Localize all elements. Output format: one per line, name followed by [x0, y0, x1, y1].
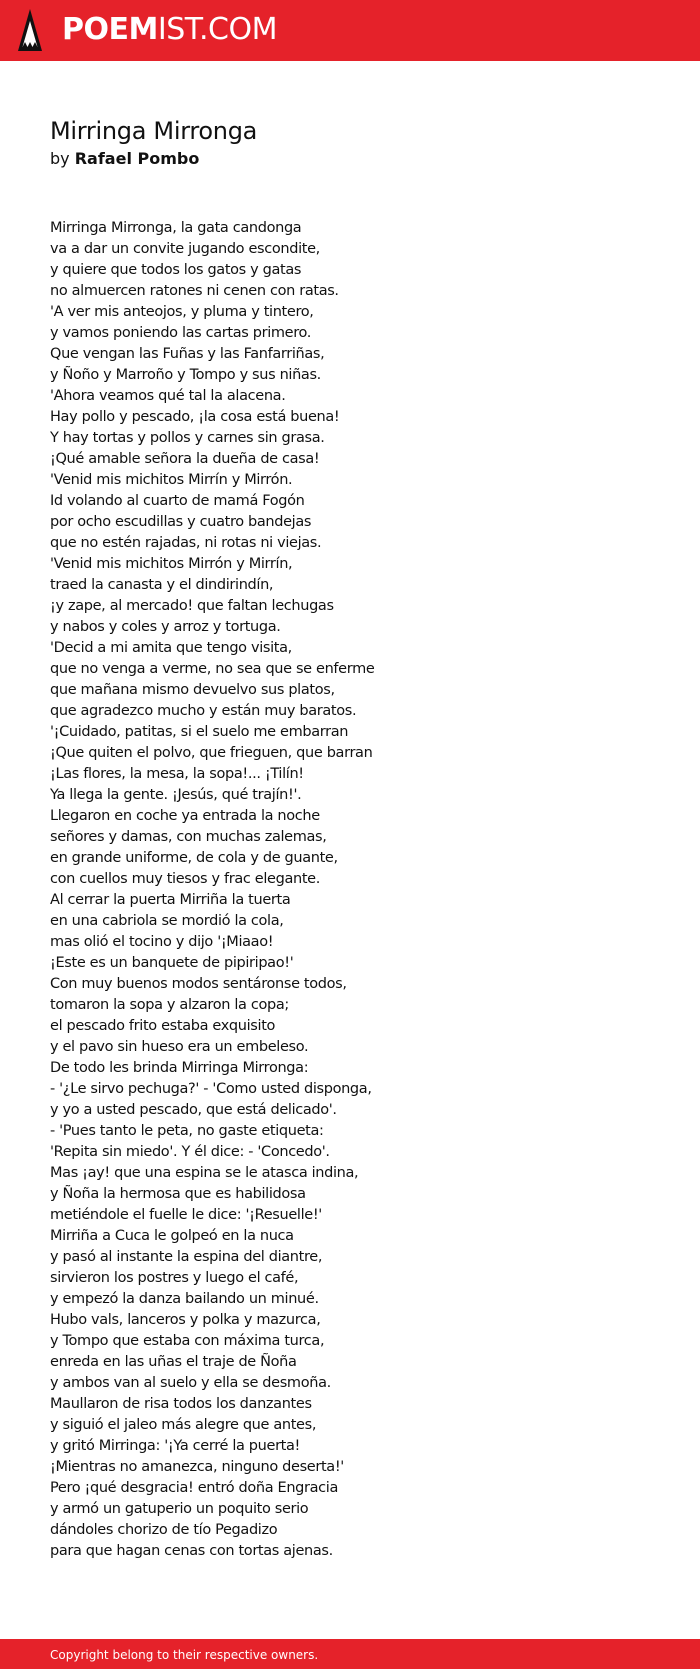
poem-line: enreda en las uñas el traje de Ñoña	[50, 1354, 297, 1370]
author-name[interactable]: Rafael Pombo	[74, 149, 200, 168]
poem-line: 'Decid a mi amita que tengo visita,	[50, 640, 292, 656]
poem-line: Maullaron de risa todos los danzantes	[50, 1396, 312, 1412]
site-logo[interactable]	[62, 12, 277, 48]
poem-body	[50, 218, 670, 1562]
poem-line: y el pavo sin hueso era un embeleso.	[50, 1039, 309, 1055]
poem-line: que mañana mismo devuelvo sus platos,	[50, 682, 335, 698]
poem-line: De todo les brinda Mirringa Mirronga:	[50, 1060, 309, 1076]
poem-line: y vamos poniendo las cartas primero.	[50, 325, 312, 341]
poem-line: en una cabriola se mordió la cola,	[50, 913, 284, 929]
poem-line: ¡Las flores, la mesa, la sopa!... ¡Tilín!	[50, 766, 304, 782]
poem-line: que no venga a verme, no sea que se enferme	[50, 661, 375, 677]
logo-light-text: IST.COM	[157, 12, 277, 47]
poem-line: Y hay tortas y pollos y carnes sin grasa.	[50, 430, 325, 446]
poem-line: ¡Mientras no amanezca, ninguno deserta!'	[50, 1459, 344, 1475]
poem-line: 'Ahora veamos qué tal la alacena.	[50, 388, 286, 404]
poem-line: 'Venid mis michitos Mirrón y Mirrín,	[50, 556, 293, 572]
poem-line: tomaron la sopa y alzaron la copa;	[50, 997, 289, 1013]
poem-line: y siguió el jaleo más alegre que antes,	[50, 1417, 317, 1433]
poem-line: y gritó Mirringa: '¡Ya cerré la puerta!	[50, 1438, 301, 1454]
poem-line: no almuercen ratones ni cenen con ratas.	[50, 283, 339, 299]
poem-line: y Ñoño y Marroño y Tompo y sus niñas.	[50, 367, 321, 383]
poem-line: 'Repita sin miedo'. Y él dice: - 'Concedo'.	[50, 1144, 330, 1160]
poem-line: - 'Pues tanto le peta, no gaste etiqueta:	[50, 1123, 324, 1139]
poem-line: y Ñoña la hermosa que es habilidosa	[50, 1186, 306, 1202]
poem-line: Mas ¡ay! que una espina se le atasca indina,	[50, 1165, 359, 1181]
poem-line: ¡Que quiten el polvo, que frieguen, que barran	[50, 745, 373, 761]
poem-line: y ambos van al suelo y ella se desmoña.	[50, 1375, 331, 1391]
poem-line: dándoles chorizo de tío Pegadizo	[50, 1522, 278, 1538]
poem-line: Pero ¡qué desgracia! entró doña Engracia	[50, 1480, 339, 1496]
poem-line: Hubo vals, lanceros y polka y mazurca,	[50, 1312, 321, 1328]
poem-line: Con muy buenos modos sentáronse todos,	[50, 976, 347, 992]
poem-line: y empezó la danza bailando un minué.	[50, 1291, 319, 1307]
poem-line: ¡y zape, al mercado! que faltan lechugas	[50, 598, 334, 614]
poem-line: Llegaron en coche ya entrada la noche	[50, 808, 320, 824]
poem-line: que no estén rajadas, ni rotas ni viejas.	[50, 535, 322, 551]
poem-line: y pasó al instante la espina del diantre,	[50, 1249, 323, 1265]
poem-line: Mirriña a Cuca le golpeó en la nuca	[50, 1228, 294, 1244]
poem-line: - '¿Le sirvo pechuga?' - 'Como usted disponga,	[50, 1081, 372, 1097]
poem-line: en grande uniforme, de cola y de guante,	[50, 850, 338, 866]
poem-line: Al cerrar la puerta Mirriña la tuerta	[50, 892, 291, 908]
poem-line: mas olió el tocino y dijo '¡Miaao!	[50, 934, 274, 950]
poem-title: Mirringa Mirronga	[50, 117, 258, 145]
poem-line: señores y damas, con muchas zalemas,	[50, 829, 327, 845]
poem-line: Hay pollo y pescado, ¡la cosa está buena!	[50, 409, 340, 425]
pencil-icon[interactable]	[18, 9, 42, 51]
logo-bold-text: POEM	[62, 12, 158, 47]
poem-line: Id volando al cuarto de mamá Fogón	[50, 493, 305, 509]
poem-line: sirvieron los postres y luego el café,	[50, 1270, 299, 1286]
copyright-text: Copyright belong to their respective owners.	[50, 1648, 319, 1662]
site-footer	[0, 1639, 700, 1669]
poem-line: y armó un gatuperio un poquito serio	[50, 1501, 309, 1517]
poem-line: metiéndole el fuelle le dice: '¡Resuelle!'	[50, 1207, 322, 1223]
poem-line: que agradezco mucho y están muy baratos.	[50, 703, 357, 719]
poem-line: y nabos y coles y arroz y tortuga.	[50, 619, 281, 635]
poem-line: va a dar un convite jugando escondite,	[50, 241, 320, 257]
poem-line: 'A ver mis anteojos, y pluma y tintero,	[50, 304, 314, 320]
poem-line: Ya llega la gente. ¡Jesús, qué trajín!'.	[50, 787, 302, 803]
site-header	[0, 0, 700, 61]
poem-line: ¡Este es un banquete de pipiripao!'	[50, 955, 294, 971]
poem-line: el pescado frito estaba exquisito	[50, 1018, 276, 1034]
byline	[50, 148, 199, 170]
poem-line: por ocho escudillas y cuatro bandejas	[50, 514, 312, 530]
poem-line: '¡Cuidado, patitas, si el suelo me embarran	[50, 724, 349, 740]
poem-line: y quiere que todos los gatos y gatas	[50, 262, 302, 278]
poem-line: para que hagan cenas con tortas ajenas.	[50, 1543, 333, 1559]
poem-line: y Tompo que estaba con máxima turca,	[50, 1333, 325, 1349]
poem-line: 'Venid mis michitos Mirrín y Mirrón.	[50, 472, 293, 488]
poem-line: Mirringa Mirronga, la gata candonga	[50, 220, 302, 236]
poem-line: ¡Qué amable señora la dueña de casa!	[50, 451, 320, 467]
by-label: by	[50, 149, 70, 168]
poem-line: Que vengan las Fuñas y las Fanfarriñas,	[50, 346, 325, 362]
poem-line: y yo a usted pescado, que está delicado'.	[50, 1102, 337, 1118]
poem-line: con cuellos muy tiesos y frac elegante.	[50, 871, 320, 887]
poem-line: traed la canasta y el dindirindín,	[50, 577, 274, 593]
